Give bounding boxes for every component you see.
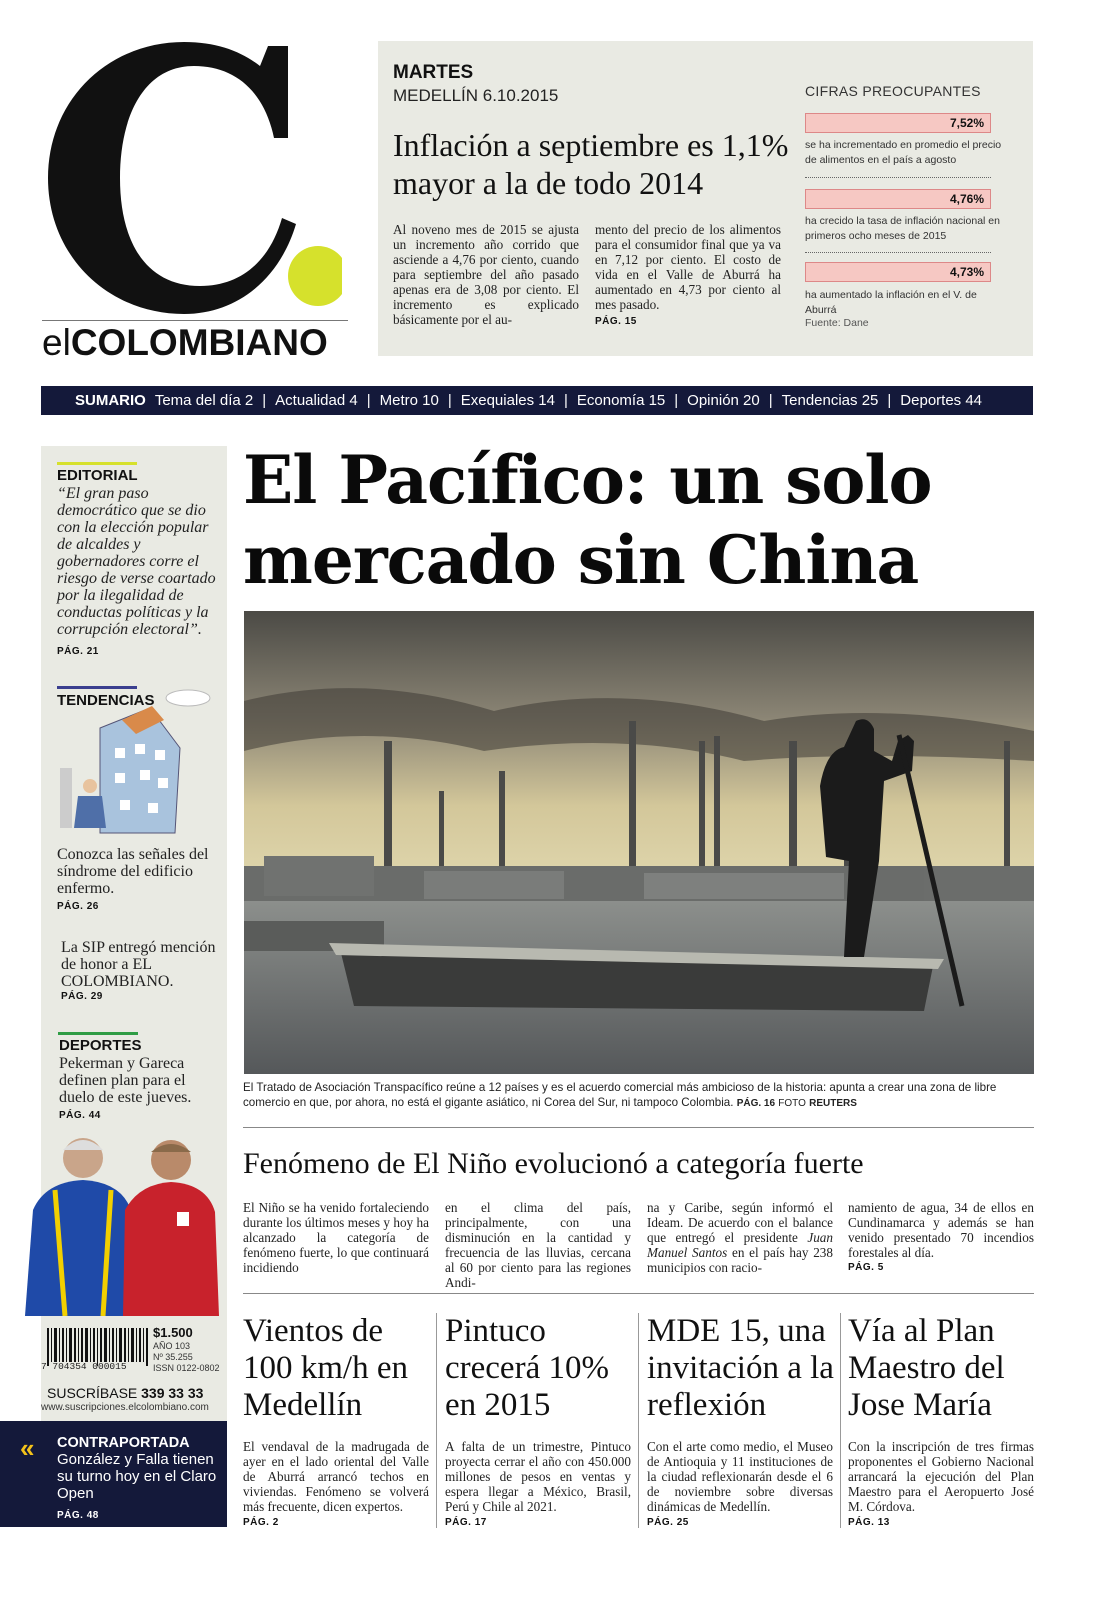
- main-photo: [244, 611, 1034, 1074]
- bottom-story-4-page-ref[interactable]: PÁG. 13: [848, 1517, 890, 1528]
- sumario-separator: |: [674, 392, 679, 409]
- nino-page-ref[interactable]: PÁG. 5: [848, 1262, 884, 1273]
- cifra-value: 7,52%: [949, 116, 984, 130]
- top-story-column-1: Al noveno mes de 2015 se ajusta un incremento año corrido que asciende a 4,76 por ciento, cuando para septiembre del año pasado apenas era de 3,08 por ciento. El incremento es explicado básicamente por el au-: [393, 222, 579, 327]
- cifra-text-3: ha aumentado la inflación en el V. de Aburrá: [805, 289, 977, 316]
- issue-number: Nº 35.255: [153, 1352, 193, 1362]
- caption-page-ref[interactable]: PÁG. 16: [736, 1098, 776, 1109]
- cifras-divider: [805, 177, 991, 178]
- caption-photo-label: FOTO: [778, 1098, 806, 1109]
- subscribe-line[interactable]: [47, 1385, 203, 1401]
- main-headline[interactable]: El Pacífico: un solo mercado sin China: [243, 441, 932, 599]
- bottom-story-2-headline[interactable]: Pintuco crecerá 10% en 2015: [445, 1313, 609, 1423]
- sumario-item-economia[interactable]: Economía 15: [576, 392, 666, 409]
- bottom-story-1-page-ref[interactable]: PÁG. 2: [243, 1517, 279, 1528]
- cifra-bar-2: [805, 189, 991, 209]
- sumario-separator: |: [768, 392, 773, 409]
- cifra-text-2: ha crecido la tasa de inflación nacional en primeros ocho meses de 2015: [805, 215, 1000, 242]
- nino-column-3-name: Juan Manuel Santos: [647, 1230, 833, 1260]
- section-divider: [243, 1127, 1034, 1128]
- issue-day: MARTES: [393, 62, 474, 83]
- top-story-page-ref[interactable]: PÁG. 15: [595, 316, 637, 327]
- logo-c-shape: [48, 42, 296, 314]
- column-divider: [840, 1313, 841, 1528]
- sumario-label: SUMARIO: [75, 392, 146, 409]
- sick-building-illustration: [60, 688, 215, 838]
- cifras-divider: [805, 252, 991, 253]
- tendencias-text[interactable]: Conozca las señales del síndrome del edificio enfermo.: [57, 846, 209, 897]
- editorial-rule: [57, 462, 137, 465]
- caption-text: El Tratado de Asociación Transpacífico reúne a 12 países y es el acuerdo comercial más ambicioso de la historia: apunta a crear una zona de libre comercio en que, por ahora, no está el gigante asiático, ni Corea del Sur, ni tampoco Colombia.: [243, 1081, 997, 1109]
- deportes-page-ref[interactable]: PÁG. 44: [59, 1110, 101, 1121]
- contraportada-box[interactable]: [0, 1421, 227, 1527]
- main-photo-caption: [243, 1080, 1043, 1111]
- sumario-bar: [41, 386, 1033, 415]
- deportes-label: DEPORTES: [59, 1037, 142, 1054]
- bottom-story-3-headline[interactable]: MDE 15, una invitación a la reflexión: [647, 1313, 834, 1423]
- top-story-headline[interactable]: Inflación a septiembre es 1,1% mayor a la de todo 2014: [393, 127, 789, 201]
- bottom-story-2-text: A falta de un trimestre, Pintuco proyecta cerrar el año con 450.000 millones de pesos en ventas y espera llegar a México, Brasil, Perú y Chile al 2021.: [445, 1439, 631, 1514]
- contraportada-page-ref[interactable]: PÁG. 48: [57, 1510, 99, 1521]
- cifra-value: 4,76%: [949, 192, 984, 206]
- nino-column-3-b: en el país hay 238 municipios con racio-: [647, 1245, 833, 1275]
- cifra-bar-1: [805, 113, 991, 133]
- cifra-text-1: se ha incrementado en promedio el precio de alimentos en el país a agosto: [805, 139, 1002, 166]
- subscribe-label: SUSCRÍBASE: [47, 1385, 138, 1401]
- sumario-item-exequiales[interactable]: Exequiales 14: [460, 392, 555, 409]
- barcode-number: 7 704354 000015: [41, 1361, 127, 1372]
- logo-lime-dot: [288, 246, 342, 306]
- brand-wordmark[interactable]: [42, 322, 328, 364]
- price: $1.500: [153, 1325, 193, 1340]
- logo: [42, 28, 342, 328]
- brand-rule: [42, 320, 348, 321]
- nino-column-4: namiento de agua, 34 de ellos en Cundinamarca y además se han venido presentado 70 incendios forestales al día.: [848, 1200, 1034, 1260]
- issue-year: AÑO 103: [153, 1341, 191, 1351]
- cifra-bar-3: [805, 262, 991, 282]
- tendencias-label: TENDENCIAS: [57, 692, 155, 709]
- section-divider: [243, 1293, 1034, 1294]
- coaches-photo: [25, 1130, 220, 1316]
- editorial-quote[interactable]: “El gran paso democrático que se dio con la elección popular de alcaldes y gobernadores corre el riesgo de verse coartado por la ilegalidad de conductas políticas y la corrupción electoral”.: [57, 485, 216, 638]
- bottom-story-4-text: Con la inscripción de tres firmas proponentes el Gobierno Nacional arrancará la ejecución del Plan Maestro para el Aeropuerto José M. Córdova.: [848, 1439, 1034, 1514]
- column-divider: [436, 1313, 437, 1528]
- editorial-label: EDITORIAL: [57, 467, 138, 484]
- bottom-story-3-text: Con el arte como medio, el Museo de Antioquia y 11 instituciones de la ciudad reflexionarán desde el 6 de noviembre sobre diversas dinámicas de Medellín.: [647, 1439, 833, 1514]
- deportes-text[interactable]: Pekerman y Gareca definen plan para el duelo de este jueves.: [59, 1055, 192, 1106]
- bottom-story-1-headline[interactable]: Vientos de 100 km/h en Medellín: [243, 1313, 408, 1423]
- nino-column-3-a: na y Caribe, según informó el Ideam. De acuerdo con el balance que entregó el presidente: [647, 1200, 833, 1245]
- sumario-item-tema[interactable]: Tema del día 2: [154, 392, 254, 409]
- sumario-separator: |: [366, 392, 371, 409]
- cifra-value: 4,73%: [949, 265, 984, 279]
- sumario-separator: |: [262, 392, 267, 409]
- nino-column-1: El Niño se ha venido fortaleciendo durante los últimos meses y hoy ha alcanzado la categoría de fenómeno fuerte, lo que continuará incidiendo: [243, 1200, 429, 1275]
- bottom-story-2-page-ref[interactable]: PÁG. 17: [445, 1517, 487, 1528]
- cifras-source: Fuente: Dane: [805, 317, 869, 329]
- bottom-story-4-headline[interactable]: Vía al Plan Maestro del Jose María: [848, 1313, 1005, 1423]
- caption-photo-credit: REUTERS: [809, 1098, 857, 1109]
- brand-name: COLOMBIANO: [70, 322, 328, 363]
- top-story-column-2: mento del precio de los alimentos para el consumidor final que ya va en 7,12 por ciento. El costo de vida en el Valle de Aburrá ha aumentado en 4,73 por ciento al mes pasado.: [595, 222, 781, 312]
- nino-headline[interactable]: Fenómeno de El Niño evolucionó a categoría fuerte: [243, 1147, 864, 1180]
- tendencias-page-ref[interactable]: PÁG. 26: [57, 901, 99, 912]
- cifras-title: CIFRAS PREOCUPANTES: [805, 83, 981, 99]
- double-chevron-left-icon: «: [20, 1433, 35, 1463]
- sip-page-ref[interactable]: PÁG. 29: [61, 991, 103, 1002]
- contraportada-text: González y Falla tienen su turno hoy en el Claro Open: [57, 1451, 217, 1502]
- nino-column-2: en el clima del país, principalmente, con una disminución en la cantidad y frecuencia de las lluvias, cercana al 60 por ciento para las regiones Andi-: [445, 1200, 631, 1290]
- sip-text[interactable]: La SIP entregó mención de honor a EL COLOMBIANO.: [61, 939, 216, 990]
- sumario-separator: |: [563, 392, 568, 409]
- deportes-rule: [58, 1032, 138, 1035]
- editorial-page-ref[interactable]: PÁG. 21: [57, 646, 99, 657]
- sumario-item-actualidad[interactable]: Actualidad 4: [275, 392, 358, 409]
- brand-prefix: el: [42, 322, 71, 363]
- bottom-story-1-text: El vendaval de la madrugada de ayer en el lado oriental del Valle de Aburrá arrancó techos en viviendas. Fenómeno se volverá más frecuente, dicen expertos.: [243, 1439, 429, 1514]
- subscribe-phone: 339 33 33: [141, 1385, 204, 1401]
- issue-issn: ISSN 0122-0802: [153, 1363, 220, 1373]
- sumario-item-deportes[interactable]: Deportes 44: [900, 392, 983, 409]
- issue-info: [153, 1341, 220, 1374]
- issue-dateline: MEDELLÍN 6.10.2015: [393, 86, 559, 105]
- sumario-separator: |: [887, 392, 892, 409]
- sumario-item-tendencias[interactable]: Tendencias 25: [781, 392, 879, 409]
- subscribe-website[interactable]: www.suscripciones.elcolombiano.com: [41, 1402, 209, 1413]
- bottom-story-3-page-ref[interactable]: PÁG. 25: [647, 1517, 689, 1528]
- sumario-item-metro[interactable]: Metro 10: [379, 392, 439, 409]
- nino-column-3: [647, 1200, 833, 1275]
- sumario-separator: |: [447, 392, 452, 409]
- sumario-item-opinion[interactable]: Opinión 20: [687, 392, 760, 409]
- contraportada-label: CONTRAPORTADA: [57, 1435, 190, 1451]
- column-divider: [638, 1313, 639, 1528]
